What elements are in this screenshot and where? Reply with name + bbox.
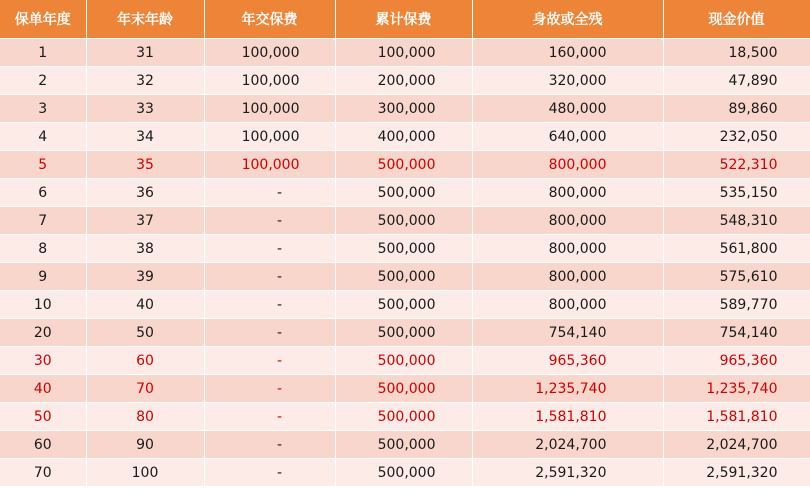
cell-policy-year: 50 — [0, 403, 86, 431]
table-body — [0, 39, 810, 487]
cell-cash-value: 1,581,810 — [663, 403, 810, 431]
cell-policy-year: 8 — [0, 235, 86, 263]
cell-policy-year: 40 — [0, 375, 86, 403]
cell-annual-premium: 100,000 — [204, 151, 335, 179]
cell-cumulative-premium: 500,000 — [335, 403, 472, 431]
cell-annual-premium: - — [204, 291, 335, 319]
cell-policy-year: 70 — [0, 459, 86, 487]
table-row — [0, 431, 810, 459]
table-row — [0, 375, 810, 403]
cell-year-end-age: 40 — [86, 291, 204, 319]
cell-year-end-age: 36 — [86, 179, 204, 207]
cell-year-end-age: 33 — [86, 95, 204, 123]
cell-cash-value: 2,591,320 — [663, 459, 810, 487]
table-row — [0, 291, 810, 319]
table-row — [0, 459, 810, 487]
cell-death-disability-benefit: 965,360 — [472, 347, 663, 375]
table-row — [0, 235, 810, 263]
cell-annual-premium: - — [204, 347, 335, 375]
cell-death-disability-benefit: 480,000 — [472, 95, 663, 123]
cell-death-disability-benefit: 800,000 — [472, 207, 663, 235]
cell-death-disability-benefit: 1,235,740 — [472, 375, 663, 403]
header-cash-value: 现金价值 — [663, 0, 810, 39]
cell-annual-premium: - — [204, 431, 335, 459]
cell-cash-value: 232,050 — [663, 123, 810, 151]
table-row — [0, 263, 810, 291]
cell-cash-value: 589,770 — [663, 291, 810, 319]
cell-annual-premium: 100,000 — [204, 39, 335, 67]
cell-annual-premium: - — [204, 319, 335, 347]
cell-annual-premium: - — [204, 263, 335, 291]
header-policy-year: 保单年度 — [0, 0, 86, 39]
cell-year-end-age: 31 — [86, 39, 204, 67]
cell-annual-premium: - — [204, 207, 335, 235]
table-row — [0, 123, 810, 151]
table-header-row — [0, 0, 810, 39]
cell-death-disability-benefit: 160,000 — [472, 39, 663, 67]
cell-year-end-age: 70 — [86, 375, 204, 403]
cell-annual-premium: 100,000 — [204, 123, 335, 151]
cell-cumulative-premium: 500,000 — [335, 375, 472, 403]
cell-cash-value: 522,310 — [663, 151, 810, 179]
cell-cumulative-premium: 500,000 — [335, 431, 472, 459]
cell-policy-year: 20 — [0, 319, 86, 347]
cell-cumulative-premium: 500,000 — [335, 179, 472, 207]
cell-annual-premium: - — [204, 459, 335, 487]
cell-death-disability-benefit: 754,140 — [472, 319, 663, 347]
cell-cumulative-premium: 500,000 — [335, 291, 472, 319]
cell-policy-year: 1 — [0, 39, 86, 67]
cell-death-disability-benefit: 1,581,810 — [472, 403, 663, 431]
cell-year-end-age: 39 — [86, 263, 204, 291]
cell-policy-year: 5 — [0, 151, 86, 179]
header-cumulative-premium: 累计保费 — [335, 0, 472, 39]
cell-cumulative-premium: 500,000 — [335, 319, 472, 347]
cell-policy-year: 4 — [0, 123, 86, 151]
cell-year-end-age: 100 — [86, 459, 204, 487]
cell-policy-year: 30 — [0, 347, 86, 375]
table-row — [0, 179, 810, 207]
cell-cash-value: 47,890 — [663, 67, 810, 95]
cell-cumulative-premium: 500,000 — [335, 347, 472, 375]
table-row — [0, 39, 810, 67]
cell-death-disability-benefit: 640,000 — [472, 123, 663, 151]
cell-cumulative-premium: 500,000 — [335, 263, 472, 291]
cell-cash-value: 18,500 — [663, 39, 810, 67]
cell-cumulative-premium: 500,000 — [335, 459, 472, 487]
cell-policy-year: 2 — [0, 67, 86, 95]
cell-year-end-age: 34 — [86, 123, 204, 151]
cell-year-end-age: 90 — [86, 431, 204, 459]
cell-death-disability-benefit: 320,000 — [472, 67, 663, 95]
cell-cash-value: 561,800 — [663, 235, 810, 263]
cell-year-end-age: 37 — [86, 207, 204, 235]
cell-death-disability-benefit: 2,024,700 — [472, 431, 663, 459]
table-row — [0, 347, 810, 375]
cell-policy-year: 60 — [0, 431, 86, 459]
cell-year-end-age: 35 — [86, 151, 204, 179]
table-row — [0, 95, 810, 123]
cell-cumulative-premium: 500,000 — [335, 235, 472, 263]
cell-cumulative-premium: 100,000 — [335, 39, 472, 67]
table-row — [0, 67, 810, 95]
cell-annual-premium: - — [204, 179, 335, 207]
cell-death-disability-benefit: 800,000 — [472, 235, 663, 263]
cell-year-end-age: 32 — [86, 67, 204, 95]
cell-policy-year: 3 — [0, 95, 86, 123]
cell-cash-value: 548,310 — [663, 207, 810, 235]
cell-policy-year: 7 — [0, 207, 86, 235]
table-row — [0, 403, 810, 431]
table-row — [0, 207, 810, 235]
cell-annual-premium: 100,000 — [204, 67, 335, 95]
cell-annual-premium: - — [204, 403, 335, 431]
cell-year-end-age: 38 — [86, 235, 204, 263]
cell-year-end-age: 50 — [86, 319, 204, 347]
cell-policy-year: 10 — [0, 291, 86, 319]
cell-death-disability-benefit: 800,000 — [472, 291, 663, 319]
cell-cash-value: 965,360 — [663, 347, 810, 375]
cell-year-end-age: 80 — [86, 403, 204, 431]
header-death-disability-benefit: 身故或全残 — [472, 0, 663, 39]
cell-cash-value: 89,860 — [663, 95, 810, 123]
cell-cumulative-premium: 500,000 — [335, 151, 472, 179]
cell-cumulative-premium: 300,000 — [335, 95, 472, 123]
cell-annual-premium: 100,000 — [204, 95, 335, 123]
cell-death-disability-benefit: 800,000 — [472, 263, 663, 291]
header-annual-premium: 年交保费 — [204, 0, 335, 39]
cell-year-end-age: 60 — [86, 347, 204, 375]
cell-cash-value: 754,140 — [663, 319, 810, 347]
cell-policy-year: 9 — [0, 263, 86, 291]
cell-death-disability-benefit: 800,000 — [472, 179, 663, 207]
table-row — [0, 319, 810, 347]
cell-cumulative-premium: 500,000 — [335, 207, 472, 235]
cell-cumulative-premium: 200,000 — [335, 67, 472, 95]
cell-annual-premium: - — [204, 375, 335, 403]
cell-cumulative-premium: 400,000 — [335, 123, 472, 151]
cell-cash-value: 575,610 — [663, 263, 810, 291]
cell-policy-year: 6 — [0, 179, 86, 207]
cell-death-disability-benefit: 800,000 — [472, 151, 663, 179]
cell-annual-premium: - — [204, 235, 335, 263]
cell-death-disability-benefit: 2,591,320 — [472, 459, 663, 487]
cell-cash-value: 1,235,740 — [663, 375, 810, 403]
cell-cash-value: 535,150 — [663, 179, 810, 207]
cell-cash-value: 2,024,700 — [663, 431, 810, 459]
table-row — [0, 151, 810, 179]
header-year-end-age: 年末年龄 — [86, 0, 204, 39]
